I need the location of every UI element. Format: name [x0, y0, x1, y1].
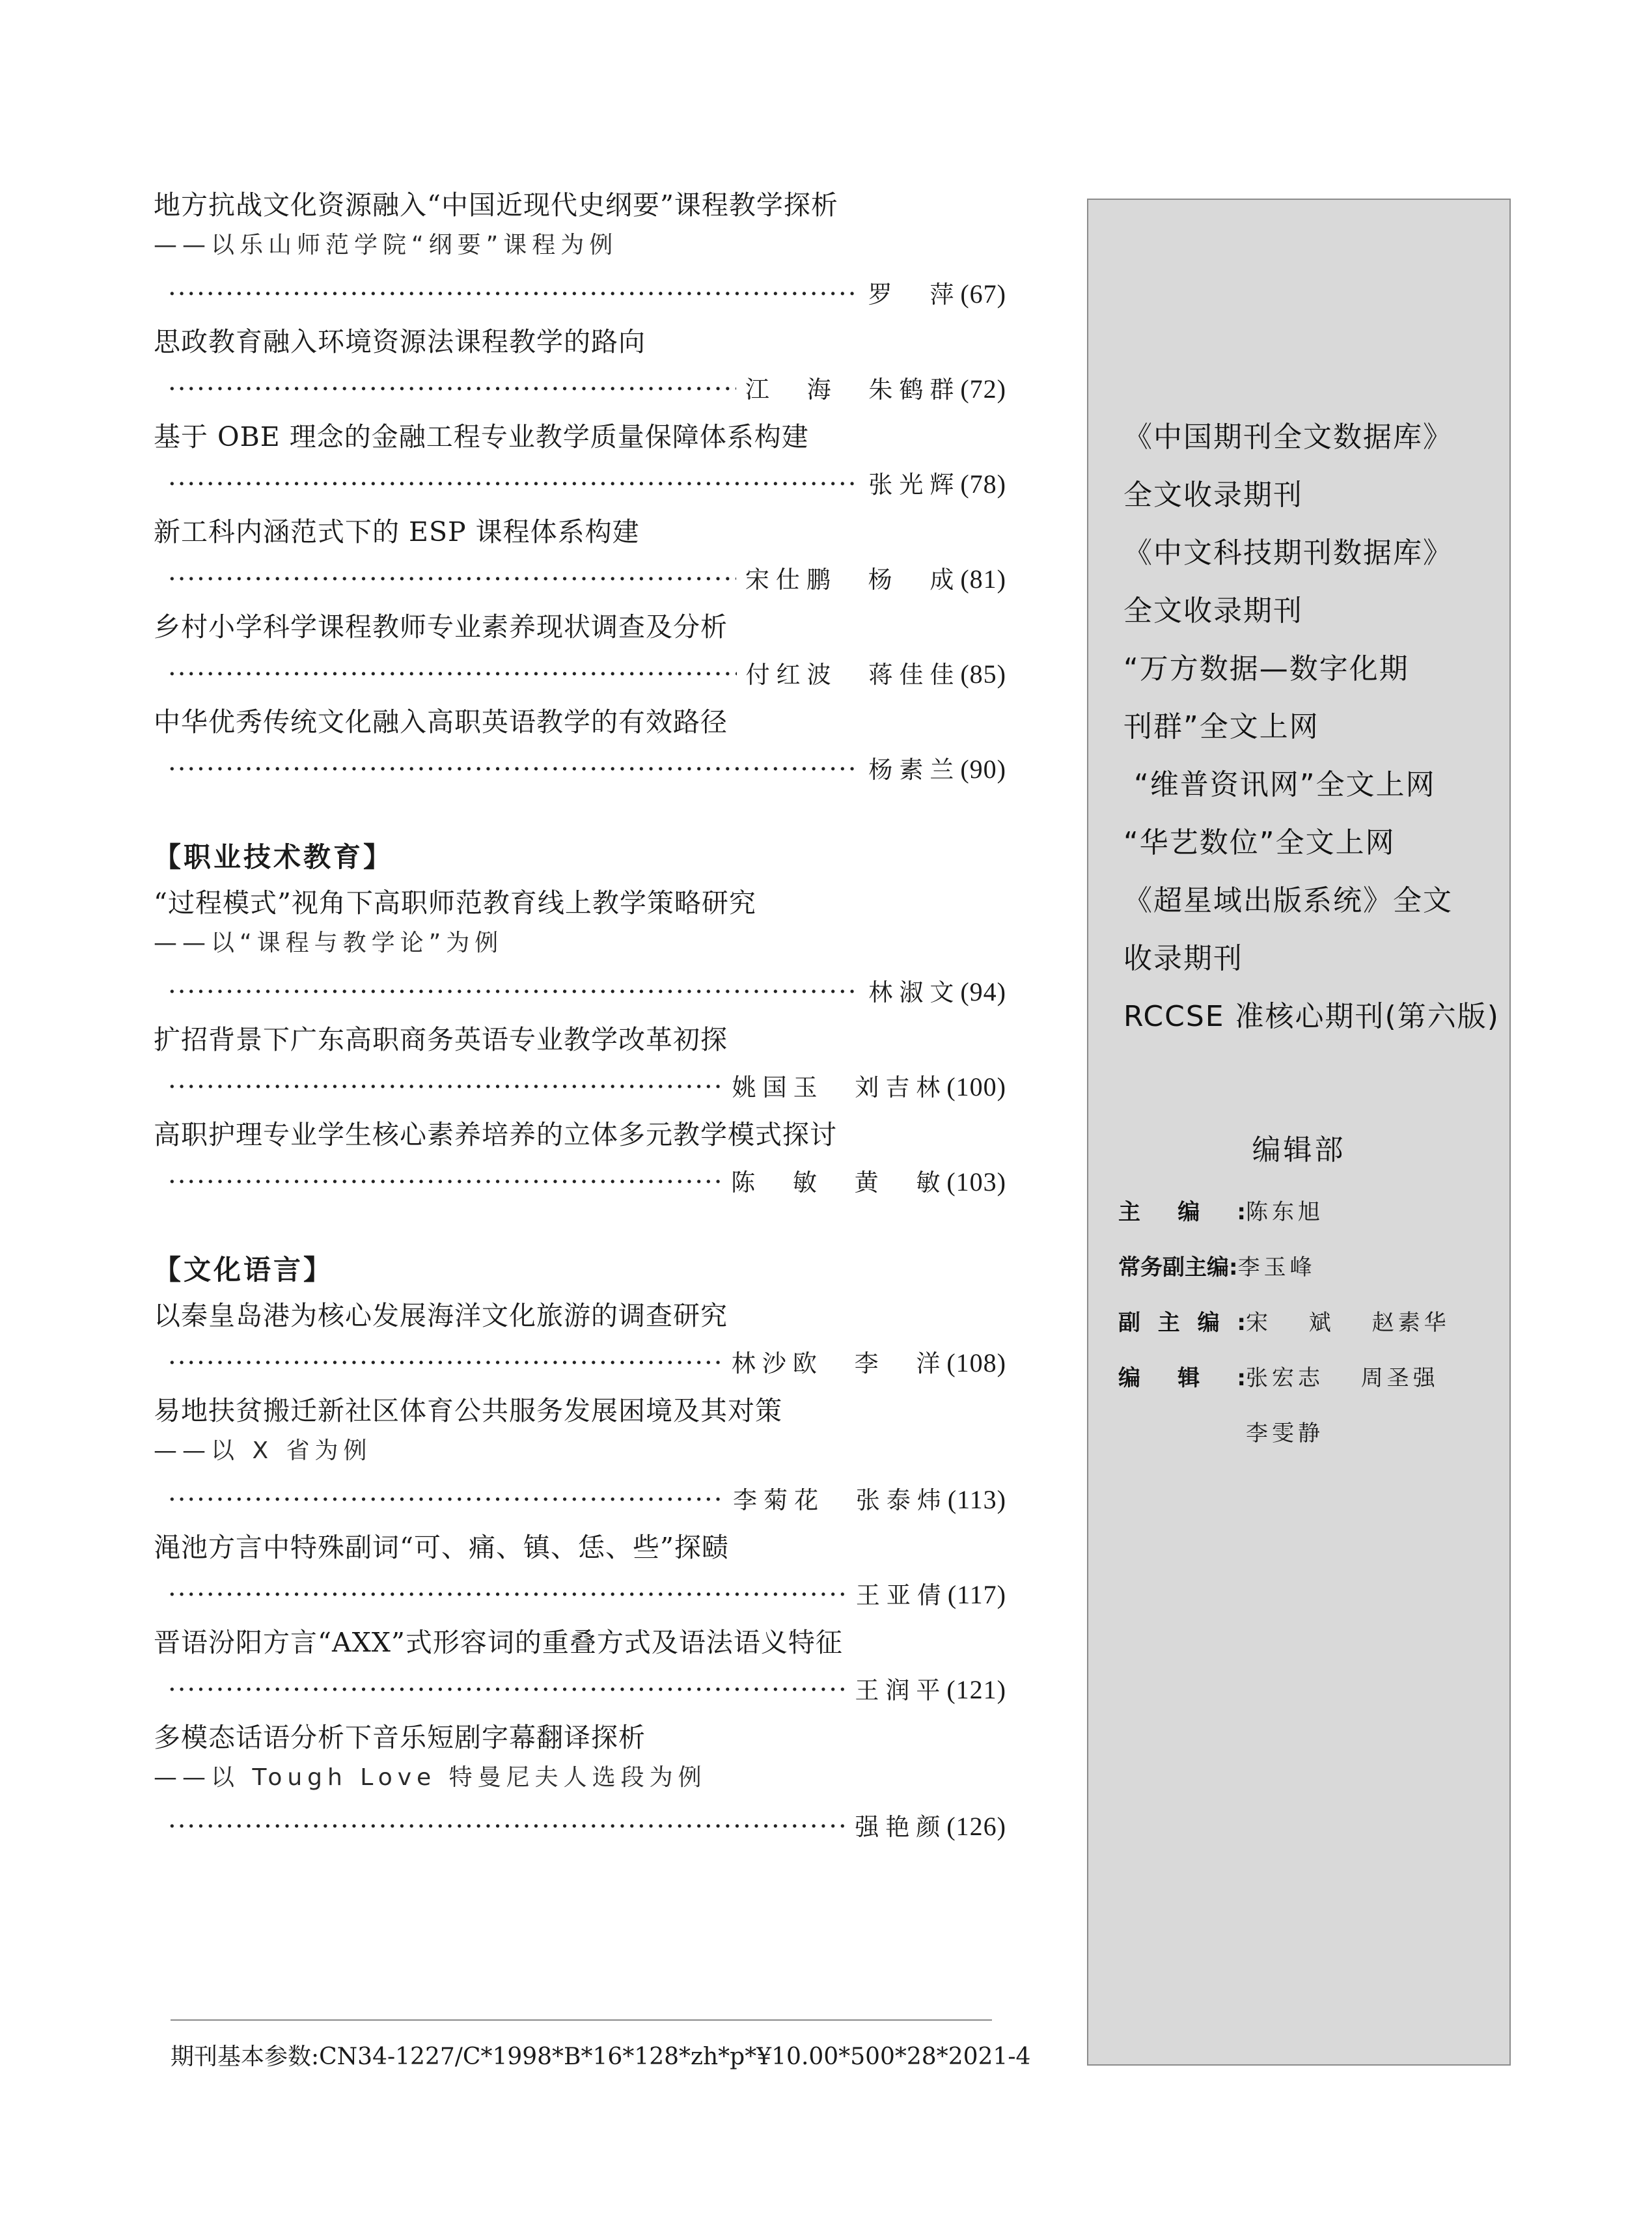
dot-leader-line — [154, 551, 1006, 607]
indexing-line: “华艺数位”全文上网 — [1123, 826, 1396, 859]
toc-entry[interactable] — [154, 1296, 1006, 1391]
dot-leader-line — [154, 1662, 1006, 1718]
page-number: (108) — [946, 1348, 1006, 1378]
toc-entry[interactable] — [154, 1528, 1006, 1623]
journal-parameters: 期刊基本参数:CN34-1227/C*1998*B*16*128*zh*p*¥10.00*500*28*2021-4 — [171, 2043, 1031, 2070]
indexing-line: 《中国期刊全文数据库》 — [1123, 421, 1453, 454]
article-title: “过程模式”视角下高职师范教育线上教学策略研究 — [154, 887, 756, 919]
staff-names: 张宏志 周圣强 — [1246, 1365, 1439, 1391]
article-authors: 江 海 朱鹤群 — [745, 376, 961, 404]
page-number: (103) — [946, 1167, 1006, 1197]
article-title: 易地扶贫搬迁新社区体育公共服务发展困境及其对策 — [154, 1395, 782, 1426]
page-number: (117) — [947, 1580, 1006, 1609]
dot-leader-line — [154, 1567, 1006, 1623]
article-subtitle: ——以 Tough Love 特曼尼夫人选段为例 — [154, 1764, 707, 1791]
article-title: 新工科内涵范式下的 ESP 课程体系构建 — [154, 516, 640, 547]
article-authors: 强艳颜 — [855, 1813, 947, 1841]
article-subtitle: ——以 X 省为例 — [154, 1437, 372, 1464]
article-title: 中华优秀传统文化融入高职英语教学的有效路径 — [154, 706, 728, 738]
article-authors: 陈 敏 黄 敏 — [731, 1169, 947, 1197]
dot-leader-line — [154, 456, 1006, 512]
article-authors: 王润平 — [855, 1676, 947, 1704]
article-title: 地方抗战文化资源融入“中国近现代史纲要”课程教学探析 — [154, 189, 838, 221]
article-subtitle: ——以“课程与教学论”为例 — [154, 930, 504, 956]
page-number: (121) — [946, 1675, 1006, 1704]
dot-leader-line — [154, 266, 1006, 322]
staff-names: 宋 斌 赵素华 — [1246, 1310, 1450, 1336]
article-authors: 付红波 蒋佳佳 — [745, 661, 961, 689]
toc-entry[interactable] — [154, 322, 1006, 417]
article-authors: 杨素兰 — [868, 756, 961, 784]
indexing-line: 全文收录期刊 — [1123, 594, 1303, 628]
page-number: (113) — [947, 1485, 1006, 1514]
indexing-line: 《超星域出版系统》全文 — [1123, 884, 1453, 917]
toc-entry[interactable] — [154, 883, 1006, 1020]
indexing-line: 《中文科技期刊数据库》 — [1123, 536, 1453, 570]
article-title: 思政教育融入环境资源法课程教学的路向 — [154, 326, 646, 357]
page-number: (67) — [960, 279, 1006, 309]
article-authors: 林沙欧 李 洋 — [731, 1350, 947, 1378]
section-heading-vocational: 【职业技术教育】 — [154, 841, 394, 873]
dot-leader-line — [154, 1335, 1006, 1391]
staff-row-editors — [1118, 1359, 1439, 1398]
article-authors: 姚国玉 刘吉林 — [732, 1073, 947, 1101]
article-title: 晋语汾阳方言“AXX”式形容词的重叠方式及语法语义特征 — [154, 1627, 843, 1658]
indexing-line: 刊群”全文上网 — [1123, 710, 1319, 743]
article-title: 多模态话语分析下音乐短剧字幕翻译探析 — [154, 1722, 646, 1753]
journal-info-sidebar — [1087, 199, 1511, 2066]
toc-entry[interactable] — [154, 1115, 1006, 1210]
toc-entry[interactable] — [154, 1623, 1006, 1718]
article-title: 扩招背景下广东高职商务英语专业教学改革初探 — [154, 1024, 728, 1055]
staff-row-chief-editor — [1118, 1193, 1324, 1232]
indexing-line: “维普资讯网”全文上网 — [1123, 768, 1436, 801]
toc-entry[interactable] — [154, 607, 1006, 702]
article-authors: 林淑文 — [868, 978, 961, 1006]
staff-role: 常务副主编: — [1118, 1254, 1238, 1281]
staff-row-editors-continued — [1246, 1414, 1324, 1453]
dot-leader-line — [154, 1059, 1006, 1115]
dot-leader-line — [154, 1472, 1006, 1528]
page-number: (72) — [960, 374, 1006, 404]
toc-entry[interactable] — [154, 702, 1006, 797]
article-subtitle: ——以乐山师范学院“纲要”课程为例 — [154, 232, 618, 258]
page-number: (85) — [960, 659, 1006, 689]
staff-row-executive-deputy — [1118, 1248, 1316, 1287]
toc-entry[interactable] — [154, 417, 1006, 512]
article-title: 渑池方言中特殊副词“可、痛、镇、恁、些”探赜 — [154, 1532, 729, 1563]
page-number: (126) — [946, 1812, 1006, 1841]
staff-names: 李玉峰 — [1237, 1254, 1316, 1281]
dot-leader-line — [154, 361, 1006, 417]
section-heading-culture-language: 【文化语言】 — [154, 1254, 334, 1286]
page-number: (78) — [960, 469, 1006, 499]
page-number: (90) — [960, 755, 1006, 784]
article-title: 以秦皇岛港为核心发展海洋文化旅游的调查研究 — [154, 1300, 728, 1331]
toc-entry[interactable] — [154, 512, 1006, 607]
page-number: (81) — [960, 564, 1006, 594]
page-number: (94) — [960, 977, 1006, 1006]
toc-entry[interactable] — [154, 1391, 1006, 1528]
indexing-line: 收录期刊 — [1123, 942, 1243, 975]
table-of-contents — [154, 186, 1006, 1855]
staff-names: 李雯静 — [1246, 1420, 1324, 1447]
staff-role: 副主编: — [1118, 1310, 1246, 1336]
indexing-line: 全文收录期刊 — [1123, 478, 1303, 512]
footer-divider — [171, 2019, 992, 2021]
dot-leader-line — [154, 1154, 1006, 1210]
article-authors: 李菊花 张泰炜 — [733, 1486, 948, 1514]
staff-role: 编辑: — [1118, 1365, 1246, 1391]
dot-leader-line — [154, 964, 1006, 1020]
toc-entry[interactable] — [154, 1020, 1006, 1115]
indexing-line: “万方数据—数字化期 — [1123, 652, 1409, 685]
staff-role: 主编: — [1118, 1199, 1246, 1225]
indexing-list — [1123, 408, 1500, 1045]
article-authors: 罗 萍 — [868, 281, 961, 309]
dot-leader-line — [154, 741, 1006, 797]
article-authors: 宋仕鹏 杨 成 — [745, 566, 961, 594]
article-title: 高职护理专业学生核心素养培养的立体多元教学模式探讨 — [154, 1119, 837, 1150]
article-title: 乡村小学科学课程教师专业素养现状调查及分析 — [154, 611, 728, 643]
dot-leader-line — [154, 1799, 1006, 1855]
article-authors: 王亚倩 — [855, 1581, 948, 1609]
staff-names: 陈东旭 — [1246, 1199, 1324, 1225]
article-authors: 张光辉 — [868, 471, 961, 499]
indexing-line: RCCSE 准核心期刊(第六版) — [1123, 1000, 1500, 1033]
dot-leader-line — [154, 646, 1006, 702]
toc-entry[interactable] — [154, 1718, 1006, 1855]
toc-entry[interactable] — [154, 186, 1006, 322]
staff-row-deputy-editor — [1118, 1303, 1450, 1342]
article-title: 基于 OBE 理念的金融工程专业教学质量保障体系构建 — [154, 421, 809, 452]
page-number: (100) — [946, 1072, 1006, 1101]
editorial-office-title: 编辑部 — [1252, 1133, 1346, 1167]
